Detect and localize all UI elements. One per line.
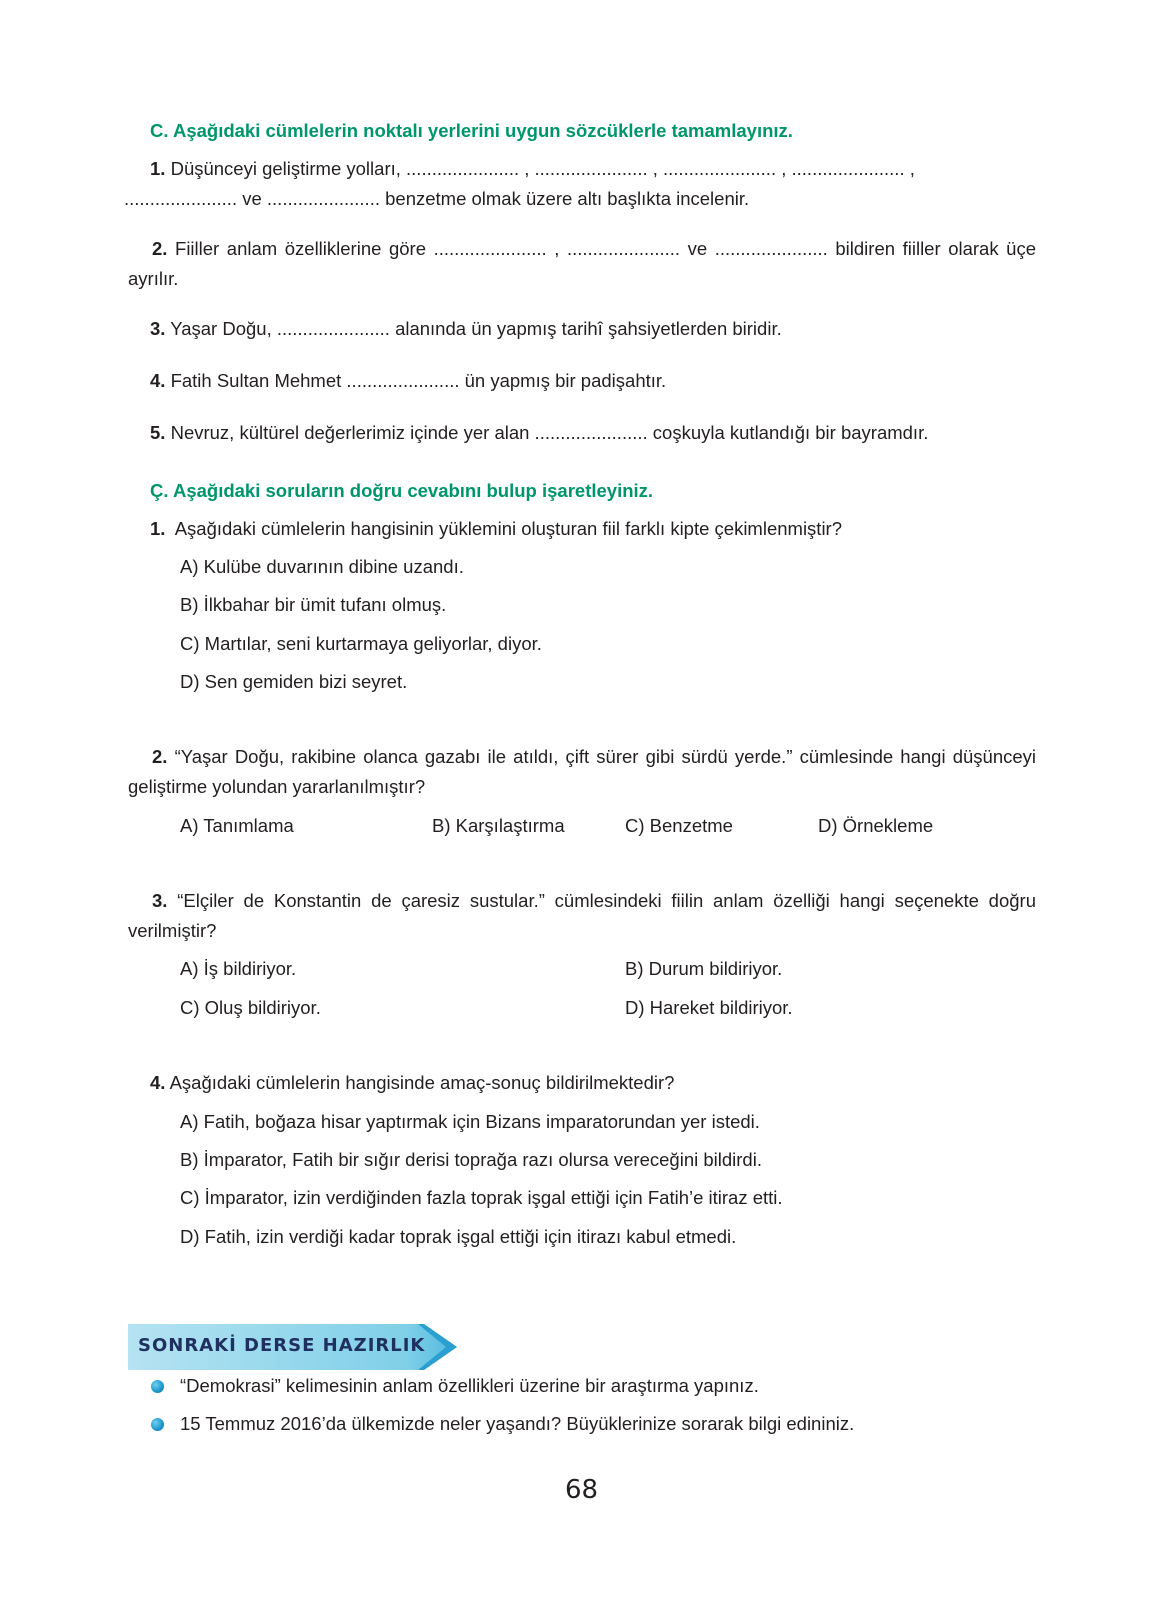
section-c-heading: C. Aşağıdaki cümlelerin noktalı yerlerini uygun sözcüklerle tamamlayınız. <box>150 120 793 141</box>
c-q4-text: Fatih Sultan Mehmet ...................... ün yapmış bir padişahtır. <box>170 370 667 391</box>
cc-q3-option-d[interactable]: D) Hareket bildiriyor. <box>625 997 793 1018</box>
section-cc-heading: Ç. Aşağıdaki soruların doğru cevabını bulup işaretleyiniz. <box>150 480 654 501</box>
c-q1-text-1: Düşünceyi geliştirme yolları, ...................... , ...................... , ...................... , ...................... , <box>170 158 915 179</box>
cc-q3-text: “Elçiler de Konstantin de çaresiz sustular.” cümlesindeki fiilin anlam özelliği hangi seçenekte doğru verilmiştir? <box>128 890 1036 941</box>
c-q2-text: Fiiller anlam özelliklerine göre ...................... , ...................... ve ...................... bildiren fiiller olarak üçe ayrılır. <box>128 238 1036 289</box>
cc-q1-number: 1. <box>150 518 166 539</box>
cc-question-3 <box>128 886 1036 946</box>
cc-q4-number: 4. <box>150 1072 166 1093</box>
cc-q4-option-d[interactable]: D) Fatih, izin verdiği kadar toprak işgal ettiği için itirazı kabul etmedi. <box>180 1226 737 1247</box>
next-lesson-item-2: 15 Temmuz 2016’da ülkemizde neler yaşandı? Büyüklerinize sorarak bilgi edininiz. <box>180 1413 855 1434</box>
cc-question-2 <box>128 742 1036 802</box>
c-question-4 <box>150 368 666 394</box>
cc-q4-text: Aşağıdaki cümlelerin hangisinde amaç-sonuç bildirilmektedir? <box>169 1072 675 1093</box>
cc-q3-option-b[interactable]: B) Durum bildiriyor. <box>625 958 783 979</box>
cc-q2-option-d[interactable]: D) Örnekleme <box>818 815 934 836</box>
c-q2-number: 2. <box>152 238 168 259</box>
cc-question-1 <box>150 516 842 542</box>
cc-q4-option-b[interactable]: B) İmparator, Fatih bir sığır derisi toprağa razı olursa vereceğini bildirdi. <box>180 1149 762 1170</box>
c-q3-number: 3. <box>150 318 166 339</box>
c-question-5 <box>150 420 928 446</box>
bullet-icon <box>151 1380 164 1393</box>
cc-q1-option-d[interactable]: D) Sen gemiden bizi seyret. <box>180 671 408 692</box>
cc-q4-option-a[interactable]: A) Fatih, boğaza hisar yaptırmak için Bizans imparatorundan yer istedi. <box>180 1111 760 1132</box>
cc-q1-text: Aşağıdaki cümlelerin hangisinin yüklemini oluşturan fiil farklı kipte çekimlenmiştir? <box>174 518 843 539</box>
c-question-1-line-1 <box>150 156 915 182</box>
next-lesson-item-1: “Demokrasi” kelimesinin anlam özellikleri üzerine bir araştırma yapınız. <box>180 1375 759 1396</box>
next-lesson-banner <box>128 1324 458 1370</box>
c-q4-number: 4. <box>150 370 166 391</box>
bullet-icon <box>151 1418 164 1431</box>
c-question-3 <box>150 316 782 342</box>
c-q1-number: 1. <box>150 158 166 179</box>
cc-q1-option-c[interactable]: C) Martılar, seni kurtarmaya geliyorlar, diyor. <box>180 633 542 654</box>
cc-q2-option-b[interactable]: B) Karşılaştırma <box>432 815 565 836</box>
page-number: 68 <box>565 1475 599 1505</box>
cc-q1-option-b[interactable]: B) İlkbahar bir ümit tufanı olmuş. <box>180 594 447 615</box>
cc-q1-option-a[interactable]: A) Kulübe duvarının dibine uzandı. <box>180 556 464 577</box>
banner-title: SONRAKİ DERSE HAZIRLIK <box>138 1335 426 1356</box>
cc-q2-option-a[interactable]: A) Tanımlama <box>180 815 294 836</box>
c-q5-text: Nevruz, kültürel değerlerimiz içinde yer alan ...................... coşkuyla kutlandığı bir bayramdır. <box>170 422 929 443</box>
cc-q3-option-c[interactable]: C) Oluş bildiriyor. <box>180 997 321 1018</box>
cc-q2-text: “Yaşar Doğu, rakibine olanca gazabı ile atıldı, çift sürer gibi sürdü yerde.” cümlesinde hangi düşünceyi geliştirme yolundan yararlanılmıştır? <box>128 746 1037 797</box>
cc-q3-number: 3. <box>152 890 168 911</box>
cc-question-4 <box>150 1070 674 1096</box>
cc-q3-option-a[interactable]: A) İş bildiriyor. <box>180 958 297 979</box>
c-question-1-line-2: ...................... ve ...................... benzetme olmak üzere altı başlıkta incelenir. <box>124 188 750 209</box>
cc-q4-option-c[interactable]: C) İmparator, izin verdiğinden fazla toprak işgal ettiği için Fatih’e itiraz etti. <box>180 1187 783 1208</box>
cc-q2-number: 2. <box>152 746 168 767</box>
c-question-2 <box>128 234 1036 294</box>
c-q5-number: 5. <box>150 422 166 443</box>
c-q3-text: Yaşar Doğu, ...................... alanında ün yapmış tarihî şahsiyetlerden biridir. <box>170 318 782 339</box>
cc-q2-option-c[interactable]: C) Benzetme <box>625 815 733 836</box>
